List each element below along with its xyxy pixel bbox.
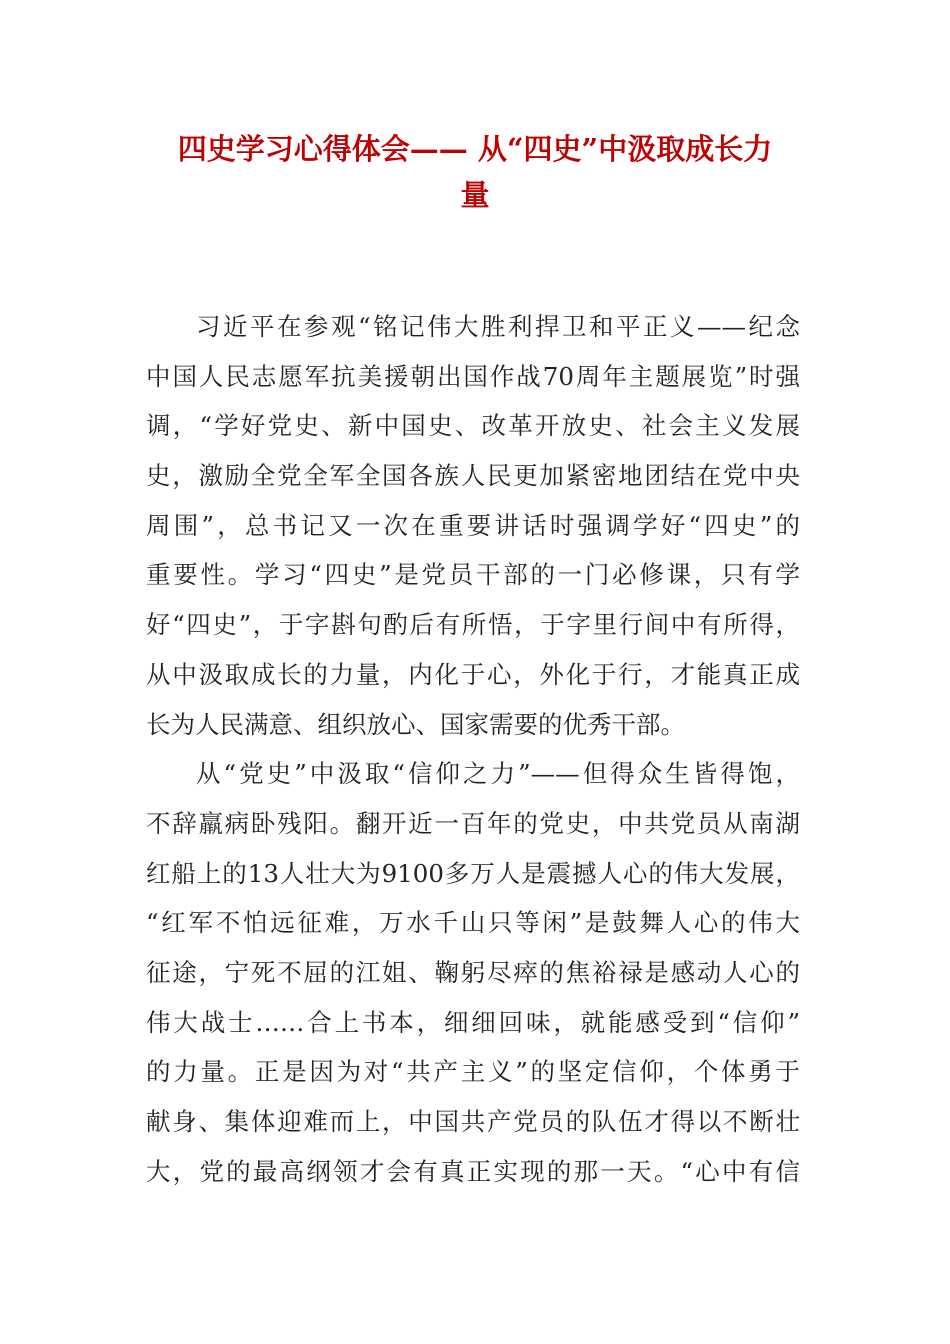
paragraph-2: [146, 749, 800, 1196]
body-line: 红船上的13人壮大为9100多万人是震撼人心的伟大发展，: [146, 858, 800, 888]
body-line: 重要性。学习“四史”是党员干部的一门必修课，只有学: [146, 560, 800, 590]
document-title: [148, 126, 802, 218]
body-line: 伟大战士……合上书本，细细回味，就能感受到“信仰”: [146, 1007, 800, 1037]
body-line: “红军不怕远征难，万水千山只等闲”是鼓舞人心的伟大: [146, 908, 800, 938]
body-line: 献身、集体迎难而上，中国共产党员的队伍才得以不断壮: [146, 1107, 800, 1136]
body-line: 不辞羸病卧残阳。翻开近一百年的党史，中共党员从南湖: [146, 808, 800, 838]
body-line: 习近平在参观“铭记伟大胜利捍卫和平正义——纪念: [196, 312, 800, 341]
title-line-2: 量: [460, 178, 490, 212]
body-line: 中国人民志愿军抗美援朝出国作战70周年主题展览”时强: [146, 361, 800, 391]
body-line: 从中汲取成长的力量，内化于心，外化于行，才能真正成: [146, 659, 800, 689]
document-body: [146, 302, 800, 1196]
body-line: 调，“学好党史、新中国史、改革开放史、社会主义发展: [146, 411, 800, 441]
body-line: 长为人民满意、组织放心、国家需要的优秀干部。: [146, 709, 685, 739]
body-line: 周围”，总书记又一次在重要讲话时强调学好“四史”的: [146, 510, 800, 540]
body-line: 好“四史”，于字斟句酌后有所悟，于字里行间中有所得，: [146, 610, 800, 640]
body-line: 史，激励全党全军全国各族人民更加紧密地团结在党中央: [146, 461, 800, 491]
title-line-1: 四史学习心得体会—— 从“四史”中汲取成长力: [177, 132, 773, 166]
body-line: 征途，宁死不屈的江姐、鞠躬尽瘁的焦裕禄是感动人心的: [146, 957, 800, 987]
paragraph-1: [146, 302, 800, 749]
body-line: 从“党史”中汲取“信仰之力”——但得众生皆得饱，: [196, 759, 800, 789]
body-line: 大，党的最高纲领才会有真正实现的那一天。“心中有信: [146, 1156, 800, 1186]
body-line: 的力量。正是因为对“共产主义”的坚定信仰，个体勇于: [146, 1057, 800, 1087]
